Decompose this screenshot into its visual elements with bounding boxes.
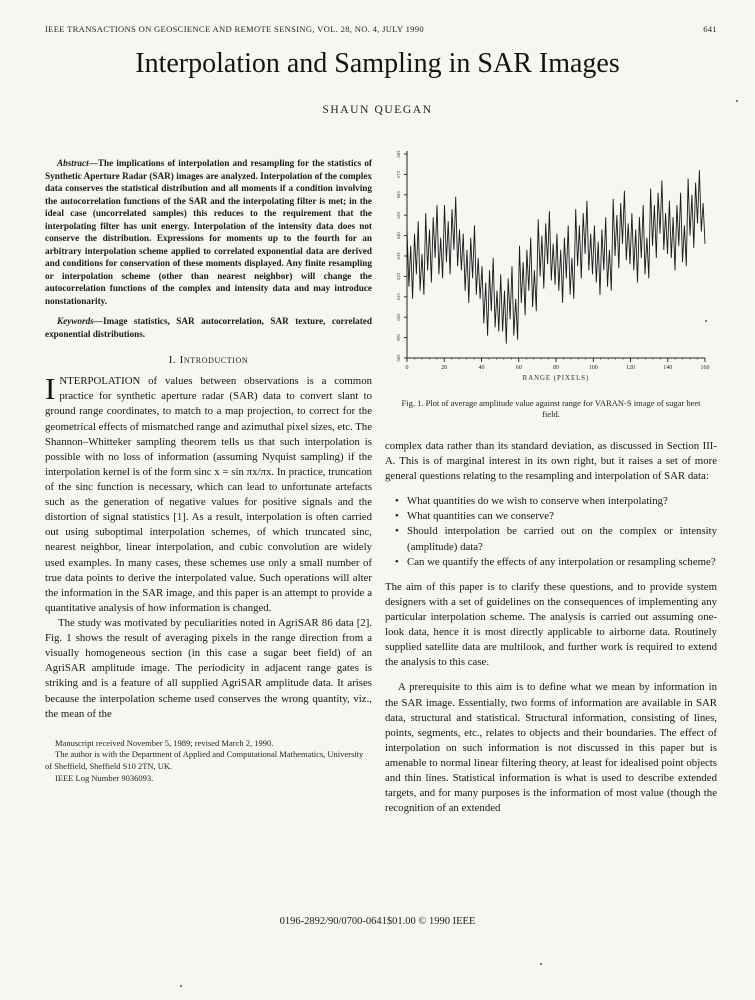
list-item bbox=[395, 494, 717, 509]
bullet-icon: • bbox=[395, 495, 399, 508]
list-item-text: Should interpolation be carried out on the complex or intensity (amplitude) data? bbox=[407, 525, 717, 553]
list-item-text: What quantities can we conserve? bbox=[407, 510, 554, 523]
scan-speck bbox=[540, 963, 542, 965]
svg-text:593: 593 bbox=[396, 334, 401, 342]
intro-paragraph-2: The study was motivated by peculiarities noted in AgriSAR 86 data [2]. Fig. 1 shows the result of averaging pixels in the range direction from a visually homogeneous section (in this case a sugar beet field) of an AgriSAR amplitude image. The periodicity in adjacent range gates is striking and is a feature of all supplied AgriSAR amplitude data. It arises because the interpolation scheme used conserves the wrong quantity, viz., the mean of the bbox=[45, 616, 372, 720]
continuation-paragraph: complex data rather than its standard deviation, as discussed in Section III-A. This is of marginal interest in its own right, but it raises a set of more general questions relating to the resampling and interpolation of SAR data: bbox=[385, 439, 717, 483]
scan-speck bbox=[705, 320, 707, 322]
list-item bbox=[395, 509, 717, 524]
list-item-text: What quantities do we wish to conserve when interpolating? bbox=[407, 495, 668, 508]
list-item-text: Can we quantify the effects of any interpolation or resampling scheme? bbox=[407, 555, 716, 568]
svg-text:633: 633 bbox=[396, 252, 401, 260]
svg-text:120: 120 bbox=[626, 365, 635, 371]
bullet-icon: • bbox=[395, 555, 399, 568]
bullet-icon: • bbox=[395, 525, 399, 538]
svg-text:653: 653 bbox=[396, 211, 401, 219]
svg-text:623: 623 bbox=[396, 272, 401, 280]
svg-text:60: 60 bbox=[515, 365, 522, 371]
svg-text:643: 643 bbox=[396, 232, 401, 240]
prerequisite-paragraph: A prerequisite to this aim is to define what we mean by information in the SAR image. Essentially, two forms of information are available in SAR data, structural and statistical. Structural information, consisting of lines, points, segments, etc., relates to objects and their boundaries. The effect of interpolation on such information is not discussed in this paper but is amenable to normal linear filtering theory, at least for idealised point objects and thin lines. Statistical information is what is used to describe extended targets, and for many purposes is the information of most value (though the recognition of an extended bbox=[385, 681, 717, 815]
footnote-block bbox=[45, 738, 372, 785]
svg-text:140: 140 bbox=[663, 365, 673, 371]
abstract-paragraph bbox=[45, 157, 372, 307]
section-heading-introduction: I. Introduction bbox=[168, 354, 249, 367]
svg-text:583: 583 bbox=[396, 354, 401, 362]
figure-1 bbox=[385, 146, 717, 421]
svg-text:RANGE (PIXELS): RANGE (PIXELS) bbox=[522, 375, 590, 382]
intro-paragraph-1-text: NTERPOLATION of values between observations is a common practice for synthetic aperture radar (SAR) data to convert slant to ground range coordinates, to match to a map projection, to correct for the geometrical effects of mismatched range and azimuthal pixel sizes, etc. The Shannon–Whitteker sampling theorem tells us that such interpolation is possible with no loss of information (assuming Nyquist sampling) if the interpolation kernel is of the form sinc x = sin πx/πx. In practice, truncation of the sinc function is necessary, which can lead to unfortunate artefacts such as the generation of negative values for positive signals and the distortion of signal statistics [1]. As a result, interpolation is often carried out using suboptimal interpolation schemes, of which truncated sinc, nearest neighbor, linear interpolation, and cubic convolution are widely used examples. In many cases, these schemes use only a small number of true data points to derive the interpolated value. Such operations will alter the information in the SAR image, and this paper is an attempt to provide a quantitative analysis of how information is changed. bbox=[45, 375, 372, 614]
running-head bbox=[45, 24, 717, 34]
scan-speck bbox=[180, 985, 182, 987]
questions-list bbox=[385, 494, 717, 570]
aim-paragraph: The aim of this paper is to clarify these questions, and to provide system designers with a set of guidelines on the consequences of implementing any particular interpolation scheme. The analysis is carried out assuming one-look data, hence it is most directly applicable to airborne data. Routinely supplied satellite data are multilook, and further work is required to extend the analysis to this case. bbox=[385, 580, 717, 669]
svg-text:0: 0 bbox=[405, 365, 409, 371]
svg-text:663: 663 bbox=[396, 191, 401, 199]
figure-caption: Fig. 1. Plot of average amplitude value against range for VARAN-S image of sugar beet field. bbox=[401, 398, 701, 420]
bullet-icon: • bbox=[395, 510, 399, 523]
svg-text:40: 40 bbox=[478, 365, 485, 371]
list-item bbox=[395, 524, 717, 554]
svg-text:100: 100 bbox=[588, 365, 598, 371]
svg-text:683: 683 bbox=[396, 150, 401, 158]
svg-text:160: 160 bbox=[700, 365, 710, 371]
footnote-affiliation: The author is with the Department of Applied and Computational Mathematics, University of Sheffield, Sheffield S10 2TN, UK. bbox=[45, 749, 364, 772]
copyright-line: 0196-2892/90/0700-0641$01.00 © 1990 IEEE bbox=[279, 916, 476, 927]
figure-plot bbox=[385, 146, 717, 394]
journal-title: IEEE TRANSACTIONS ON GEOSCIENCE AND REMOTE SENSING, VOL. 28, NO. 4, JULY 1990 bbox=[45, 24, 424, 34]
svg-text:80: 80 bbox=[553, 365, 559, 371]
svg-text:613: 613 bbox=[396, 293, 401, 301]
dropcap: I bbox=[45, 371, 56, 407]
left-column bbox=[45, 157, 372, 785]
keywords-lead: Keywords— bbox=[57, 316, 103, 327]
footnote-received: Manuscript received November 5, 1989; revised March 2, 1990. bbox=[55, 737, 274, 748]
scan-speck bbox=[736, 100, 738, 102]
svg-text:603: 603 bbox=[396, 313, 401, 321]
paper-title: Interpolation and Sampling in SAR Images bbox=[135, 48, 620, 79]
svg-text:673: 673 bbox=[396, 170, 401, 178]
list-item bbox=[395, 555, 717, 570]
abstract-text: The implications of interpolation and resampling for the statistics of Synthetic Aperture Radar (SAR) images are analyzed. Interpolation of the complex data conserves the statistical distribution and all moments if a condition involving the autocorrelation functions of the SAR and the interpolating filter is met; in the ideal case (uncorrelated samples) this reduces to the requirement that the interpolating filter has unit energy. Interpolation of the intensity data does not conserve the distribution. Expressions for moments up to the fourth for an arbitrary interpolation scheme applied to correlated exponential data are derived and conditions for conservation of these moments displayed. Any finite resampling or interpolation scheme (other than nearest neighbor) will change the autocorrelation functions of the complex and intensity data and may introduce nonstationarity. bbox=[45, 158, 372, 306]
page-number: 641 bbox=[703, 24, 717, 34]
svg-text:20: 20 bbox=[441, 365, 448, 371]
keywords-text: Image statistics, SAR autocorrelation, SAR texture, correlated exponential distributions. bbox=[45, 316, 372, 339]
intro-paragraph-1 bbox=[45, 371, 372, 616]
paper-author: SHAUN QUEGAN bbox=[322, 104, 433, 116]
footnote-log-number: IEEE Log Number 9036093. bbox=[55, 772, 154, 783]
right-column bbox=[385, 146, 717, 816]
abstract-lead: Abstract— bbox=[57, 158, 98, 168]
right-column-text bbox=[385, 439, 717, 817]
keywords-paragraph bbox=[45, 315, 372, 340]
